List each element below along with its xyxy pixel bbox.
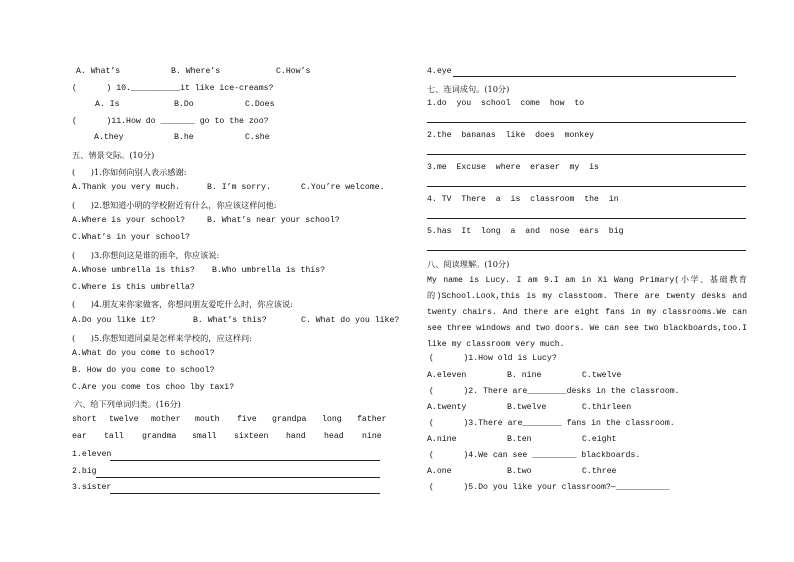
- q9-option-b: B. Where’s: [171, 67, 221, 76]
- s7-q1-words: 1.do you school come how to: [427, 99, 585, 108]
- q10-option-a: A. Is: [95, 100, 120, 109]
- s5-q1-option-a: A.Thank you very much.: [72, 183, 181, 192]
- s5-q4-option-a: A.Do you like it?: [72, 316, 156, 325]
- s5-q2-option-c: C.What’s in your school?: [72, 233, 190, 242]
- r-q3-option-c: C.eight: [582, 435, 617, 444]
- word-mouth: mouth: [195, 415, 220, 424]
- s5-q4-option-c: C. What do you like?: [301, 316, 400, 325]
- word-ear: ear: [72, 432, 87, 441]
- s7-q1-answer-line[interactable]: [427, 122, 746, 123]
- r-q4-option-a: A.one: [427, 467, 452, 476]
- s5-q1-option-c: C.You’re welcome.: [301, 183, 385, 192]
- q11-text: ( )11.How do _______ go to the zoo?: [72, 117, 269, 126]
- s7-q4-words: 4. TV There a is classroom the in: [427, 195, 619, 204]
- r-q3-text: ( )3.There are________ fans in the classroom.: [429, 419, 675, 428]
- s7-q2-words: 2.the bananas like does monkey: [427, 131, 595, 140]
- word-grandma: grandma: [142, 432, 177, 441]
- r-q1-option-b: B. nine: [507, 371, 542, 380]
- s5-q5-option-c: C.Are you come tos choo lby taxi?: [72, 383, 235, 392]
- category-1-label: 1.eleven: [72, 450, 112, 459]
- s5-q3-text: ( )3.你想问这是谁的雨伞，你应该说:: [72, 250, 220, 260]
- section5-title: 五、情景交际。(10分): [72, 150, 155, 160]
- r-q1-option-a: A.eleven: [427, 371, 467, 380]
- category-1-answer-line[interactable]: [110, 460, 380, 461]
- q10-option-c: C.Does: [245, 100, 275, 109]
- section7-title: 七、连词成句。(10分): [427, 84, 510, 94]
- s7-q2-answer-line[interactable]: [427, 154, 746, 155]
- section6-title: 六、给下列单词归类。(16分): [74, 399, 181, 409]
- word-row-1: [72, 415, 392, 427]
- r-q2-option-c: C.thirleen: [582, 403, 632, 412]
- s5-q4-option-b: B. What’s this?: [193, 316, 267, 325]
- s5-q5-option-b: B. How do you come to school?: [72, 366, 215, 375]
- word-grandpa: grandpa: [272, 415, 307, 424]
- s5-q2-option-a: A.Where is your school?: [72, 216, 186, 225]
- word-five: five: [237, 415, 257, 424]
- word-short: short: [72, 415, 97, 424]
- category-4-label: 4.eye: [427, 67, 452, 76]
- q9-option-a: A. What’s: [76, 67, 121, 76]
- q9-option-c: C.How’s: [276, 67, 311, 76]
- s5-q1-option-b: B. I’m sorry.: [207, 183, 271, 192]
- r-q2-text: ( )2. There are________desks in the classroom.: [429, 387, 680, 396]
- s5-q5-option-a: A.What do you come to school?: [72, 349, 215, 358]
- q10-text: ( ) 10.__________it like ice-creams?: [72, 84, 274, 93]
- r-q4-option-c: C.three: [582, 467, 617, 476]
- r-q4-text: ( )4.We can see _________ blackboards.: [429, 451, 641, 460]
- r-q4-option-b: B.two: [507, 467, 532, 476]
- q11-option-a: A.they: [94, 133, 124, 142]
- section8-title: 八、阅读理解。(10分): [427, 259, 510, 269]
- s7-q5-answer-line[interactable]: [427, 250, 746, 251]
- s7-q5-words: 5.has It long a and nose ears big: [427, 227, 624, 236]
- r-q1-text: ( )1.How old is Lucy?: [429, 354, 557, 363]
- category-2-answer-line[interactable]: [96, 477, 380, 478]
- s5-q3-option-c: C.Where is this umbrella?: [72, 283, 195, 292]
- s7-q4-answer-line[interactable]: [427, 218, 746, 219]
- q11-option-c: C.she: [245, 133, 270, 142]
- word-tall: tall: [104, 432, 124, 441]
- word-father: father: [357, 415, 387, 424]
- s7-q3-words: 3.me Excuse where eraser my is: [427, 163, 599, 172]
- word-sixteen: sixteen: [234, 432, 269, 441]
- s5-q3-option-a: A.Whose umbrella is this?: [72, 266, 195, 275]
- s5-q5-text: ( )5.你想知道同桌是怎样来学校的，应这样问:: [72, 333, 252, 343]
- s5-q2-option-b: B. What’s near your school?: [207, 216, 340, 225]
- word-nine: nine: [362, 432, 382, 441]
- reading-passage: My name is Lucy. I am 9.I am in Xi Wang Primary(小学、基础教育的)School.Look,this is my classtoom. There are twenty desks and twenty chairs. And there are eight fans in my classrooms.We can see three windows and two doors. We can see two blackboards,too.I like my classroom very much.: [427, 276, 747, 349]
- r-q3-option-b: B.ten: [507, 435, 532, 444]
- s5-q3-option-b: B.Who umbrella is this?: [212, 266, 326, 275]
- category-2-label: 2.big: [72, 467, 97, 476]
- word-small: small: [192, 432, 217, 441]
- word-twelve: twelve: [109, 415, 139, 424]
- category-3-label: 3.sister: [72, 483, 112, 492]
- word-hand: hand: [286, 432, 306, 441]
- q11-option-b: B.he: [174, 133, 194, 142]
- r-q2-option-a: A.twenty: [427, 403, 467, 412]
- category-4-answer-line[interactable]: [453, 76, 736, 77]
- r-q1-option-c: C.twelve: [582, 371, 622, 380]
- r-q3-option-a: A.nine: [427, 435, 457, 444]
- q10-option-b: B.Do: [174, 100, 194, 109]
- category-3-answer-line[interactable]: [110, 493, 380, 494]
- s5-q1-text: ( )1.你如何向别人表示感谢:: [72, 167, 187, 177]
- word-row-2: [72, 432, 392, 444]
- s5-q2-text: ( )2.想知道小明的学校附近有什么，你应该这样问他:: [72, 200, 277, 210]
- word-mother: mother: [151, 415, 181, 424]
- word-head: head: [324, 432, 344, 441]
- r-q5-text: ( )5.Do you like your classroom?—___________: [429, 483, 670, 492]
- s7-q3-answer-line[interactable]: [427, 186, 746, 187]
- word-long: long: [322, 415, 342, 424]
- r-q2-option-b: B.twelve: [507, 403, 547, 412]
- s5-q4-text: ( )4.朋友来你家做客，你想问朋友爱吃什么时，你应该说:: [72, 299, 293, 309]
